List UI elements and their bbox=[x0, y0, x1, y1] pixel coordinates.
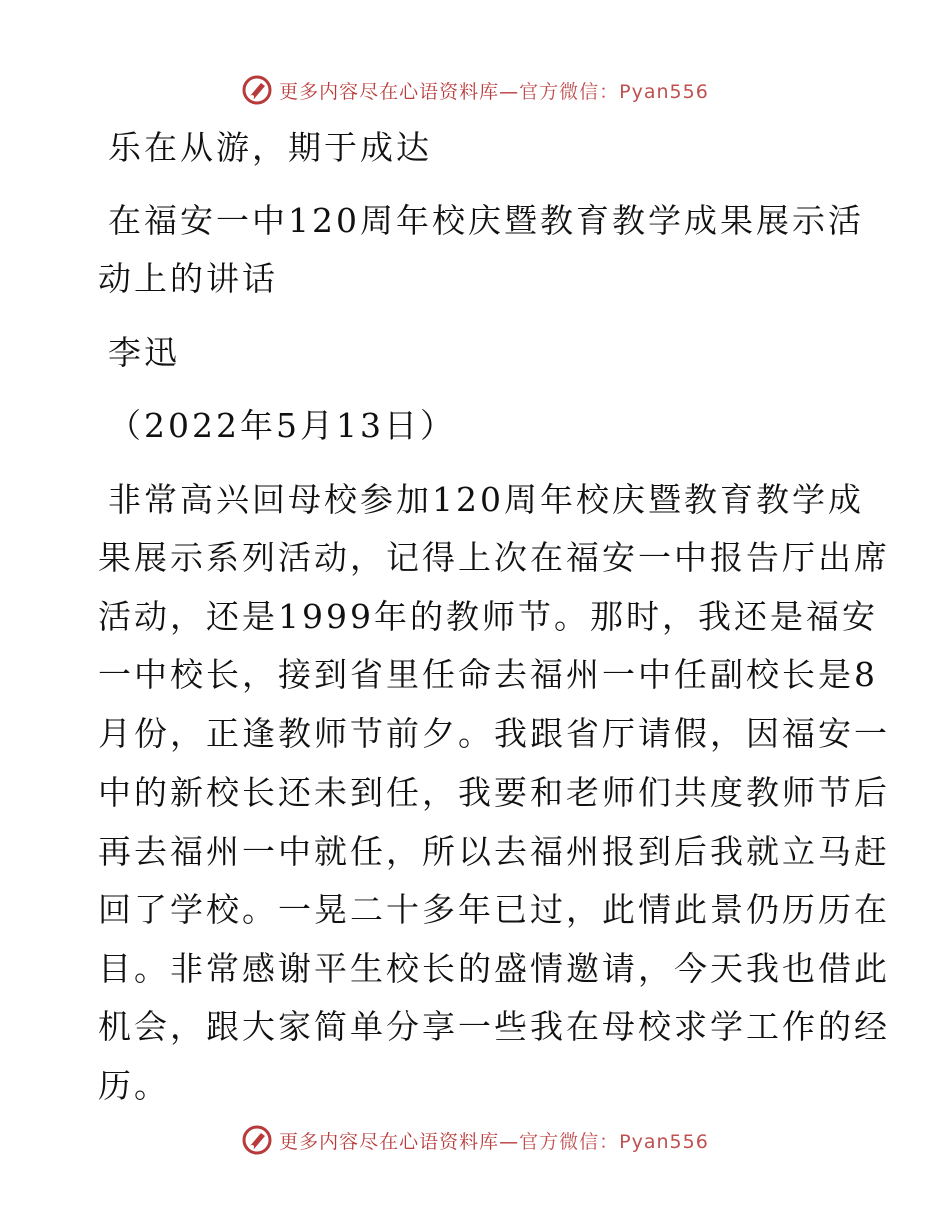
body-line: 月份，正逢教师节前夕。我跟省厅请假，因福安一 bbox=[98, 714, 890, 753]
doc-subtitle-line-2: 动上的讲话 bbox=[98, 259, 278, 298]
doc-date: （2022年5月13日） bbox=[108, 406, 456, 445]
body-line: 中的新校长还未到任，我要和老师们共度教师节后 bbox=[98, 773, 890, 812]
body-line: 一中校长，接到省里任命去福州一中任副校长是8 bbox=[98, 655, 878, 694]
body-line: 活动，还是1999年的教师节。那时，我还是福安 bbox=[98, 597, 878, 636]
body-line: 历。 bbox=[98, 1066, 170, 1105]
header-watermark bbox=[0, 70, 950, 110]
banner-text: 更多内容尽在心语资料库— bbox=[279, 80, 520, 103]
banner-text: 更多内容尽在心语资料库— bbox=[279, 1130, 520, 1153]
footer-watermark bbox=[0, 1120, 950, 1160]
doc-subtitle-line-1: 在福安一中120周年校庆暨教育教学成果展示活 bbox=[108, 201, 864, 240]
body-line: 目。非常感谢平生校长的盛情邀请，今天我也借此 bbox=[98, 949, 890, 988]
pen-logo-icon bbox=[241, 74, 273, 106]
body-line: 果展示系列活动，记得上次在福安一中报告厅出席 bbox=[98, 538, 890, 577]
pen-logo-icon bbox=[241, 1124, 273, 1156]
doc-title: 乐在从游，期于成达 bbox=[108, 128, 432, 167]
body-line: 机会，跟大家简单分享一些我在母校求学工作的经 bbox=[98, 1007, 890, 1046]
banner-wechat: 官方微信：Pyan556 bbox=[519, 1130, 709, 1153]
body-line: 回了学校。一晃二十多年已过，此情此景仍历历在 bbox=[98, 890, 890, 929]
body-line: 再去福州一中就任，所以去福州报到后我就立马赶 bbox=[98, 832, 890, 871]
doc-author: 李迅 bbox=[108, 333, 180, 372]
banner-wechat: 官方微信：Pyan556 bbox=[519, 80, 709, 103]
body-line: 非常高兴回母校参加120周年校庆暨教育教学成 bbox=[108, 480, 864, 519]
